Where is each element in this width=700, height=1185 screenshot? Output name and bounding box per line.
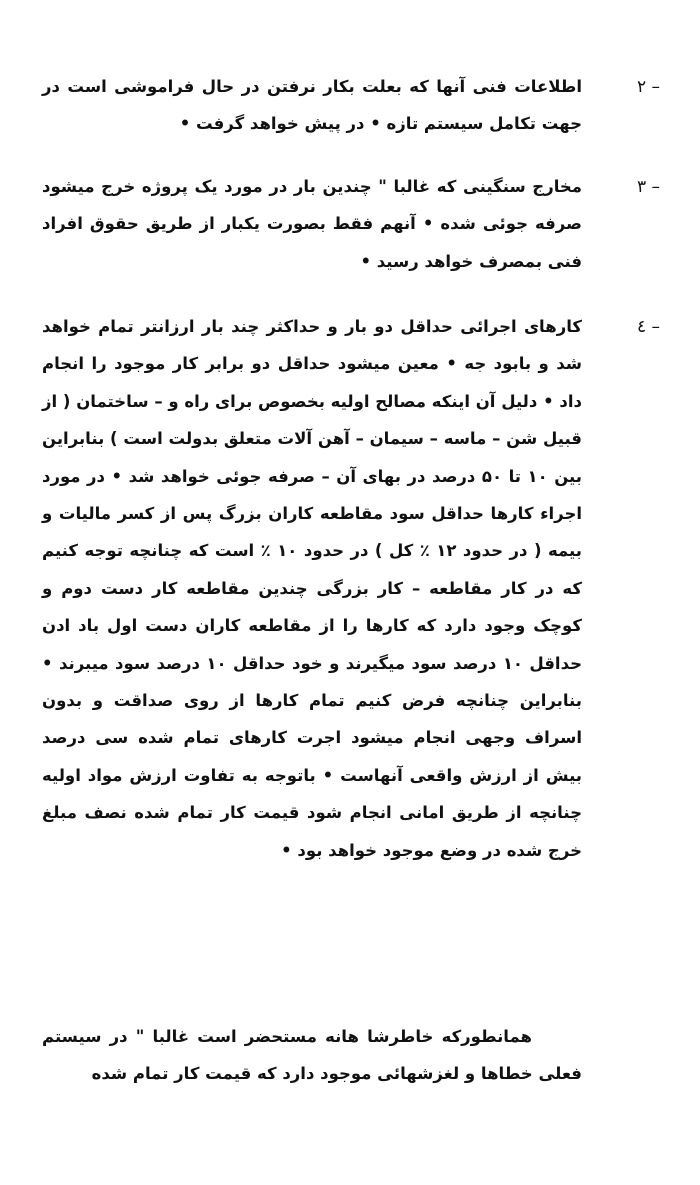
item-number: ۲ –	[636, 77, 660, 97]
item-text: کارهای اجرائی حداقل دو بار و حداکثر چند بار ارزانتر تمام خواهد شد و بابود جه • معین میشود حداقل دو برابر کار موجود را انجام داد • دلیل آن اینکه مصالح اولیه بخصوص برای راه و – ساختمان ( از قبیل شن – ماسه – سیمان – آهن آلات متعلق بدولت است ) بنابراین بین ۱۰ تا ۵۰ درصد در بهای آن – صرفه جوئی خواهد شد • در مورد اجراء کارها حداقل سود مقاطعه کاران بزرگ پس از کسر مالیات و بیمه ( در حدود ۱۲ ٪ کل ) در حدود ۱۰ ٪ است که چنانچه توجه کنیم که در کار مقاطعه – کار بزرگی چندین مقاطعه کار دست دوم و کوچک وجود دارد که کارها را از مقاطعه کاران دست اول باد ادن حداقل ۱۰ درصد سود میگیرند و خود حداقل ۱۰ درصد سود میبرند • بنابراین چنانچه فرض کنیم تمام کارها از روی صداقت و بدون اسراف وجهی انجام میشود اجرت کارهای تمام شده سی درصد بیش از ارزش واقعی آنهاست • باتوجه به تفاوت ارزش مواد اولیه چنانچه از طریق امانی انجام شود قیمت کار تمام شده نصف مبلغ خرج شده در وضع موجود خواهد بود •	[42, 317, 582, 860]
item-text: مخارج سنگینی که غالبا " چندین بار در مورد یک پروژه خرج میشود صرفه جوئی شده • آنهم فقط بصورت یکبار از طریق حقوق افراد فنی بمصرف خواهد رسید •	[42, 177, 582, 271]
item-text: اطلاعات فنی آنها که بعلت بکار نرفتن در حال فراموشی است در جهت تکامل سیستم تازه • در پیش خواهد گرفت •	[42, 77, 582, 134]
item-number: ٤ –	[636, 317, 660, 337]
item-number: ۳ –	[636, 177, 660, 197]
closing-text: همانطورکه خاطرشا هانه مستحضر است غالبا " در سیستم فعلی خطاها و لغزشهائی موجود دارد که قیمت کار تمام شده	[42, 1027, 582, 1084]
